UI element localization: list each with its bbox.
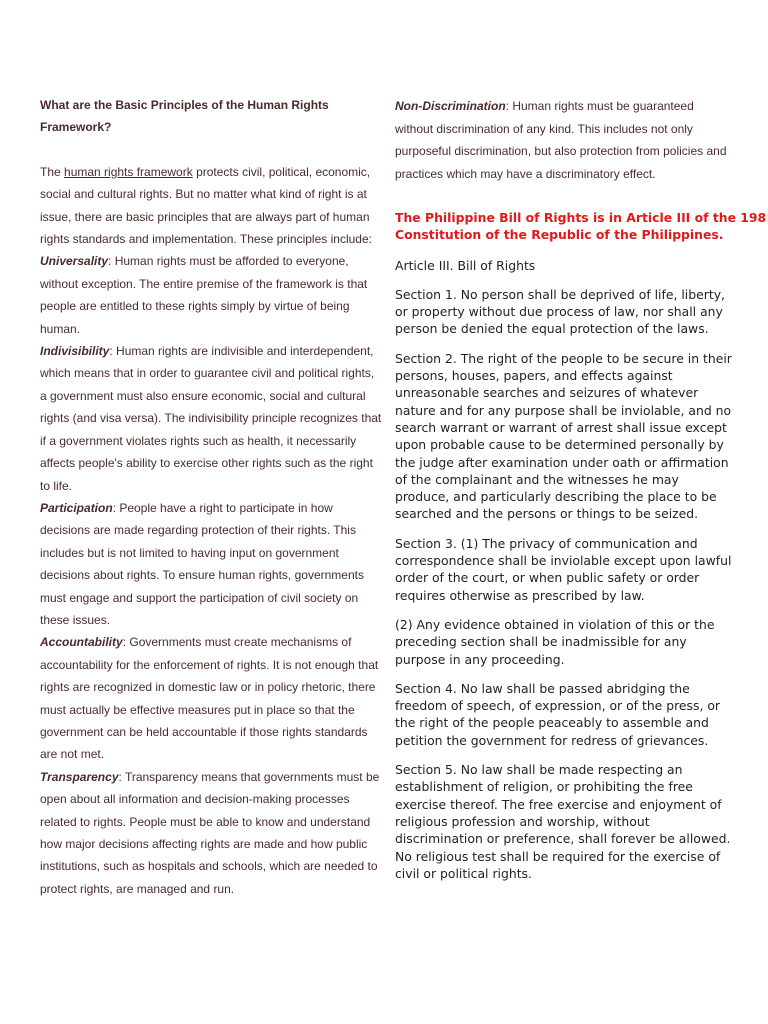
principle-term: Indivisibility	[40, 344, 110, 359]
principle-participation	[40, 497, 382, 631]
heading-line-1: The Philippine Bill of Rights is in Article III of the 198	[395, 210, 767, 225]
principle-text: : Human rights must be guaranteed without discrimination of any kind. This includes not only purposeful discrimination, but also protection from policies and practices which may have a discriminatory effect.	[395, 99, 727, 181]
principle-term: Universality	[40, 254, 109, 269]
left-column	[40, 94, 382, 900]
principle-non-discrimination	[395, 95, 730, 185]
section-3-2: (2) Any evidence obtained in violation of this or the preceding section shall be inadmissible for any purpose in any proceeding.	[395, 616, 715, 667]
section-3-1: Section 3. (1) The privacy of communication and correspondence shall be inviolable except upon lawful order of the court, or when public safety or order requires otherwise as prescribed by law.	[395, 535, 732, 603]
principle-text: : Transparency means that governments must be open about all information and decision-making processes related to rights. People must be able to know and understand how major decisions affecting rights are made and how public institutions, such as hospitals and schools, which are needed to protect rights, are managed and run.	[40, 769, 380, 896]
principle-text: : Governments must create mechanisms of accountability for the enforcement of rights. It is not enough that rights are recognized in domestic law or in policy rhetoric, there must actually be effective measures put in place so that the government can be held accountable if those rights standards are not met.	[40, 635, 379, 762]
page-title: What are the Basic Principles of the Human Rights Framework?	[40, 98, 329, 135]
principle-text: : Human rights are indivisible and interdependent, which means that in order to guarantee civil and political rights, a government must also ensure economic, social and cultural rights (and visa versa). The indivisibility principle recognizes that if a government violates rights such as health, it necessarily affects people's ability to exercise other rights such as the right to life.	[40, 344, 382, 493]
human-rights-framework-link[interactable]: human rights framework	[64, 164, 193, 179]
principle-accountability	[40, 631, 382, 765]
section-4: Section 4. No law shall be passed abridging the freedom of speech, of expression, or of the press, or the right of the people peaceably to assemble and petition the government for redress of grievances.	[395, 680, 721, 748]
principle-term: Non-Discrimination	[395, 99, 506, 113]
principle-term: Accountability	[40, 635, 123, 650]
principle-term: Participation	[40, 500, 113, 515]
intro-text-pre: The	[40, 164, 65, 179]
principle-universality	[40, 250, 382, 340]
bill-of-rights-column	[395, 209, 768, 894]
heading-line-2: Constitution of the Republic of the Philippines.	[395, 227, 724, 243]
principle-text: : People have a right to participate in how decisions are made regarding protection of their rights. This includes but is not limited to having input on government decisions about rights. To ensure human rights, governments must engage and support the participation of civil society on these issues.	[40, 500, 364, 627]
principle-term: Transparency	[40, 769, 119, 784]
article-title: Article III. Bill of Rights	[395, 257, 536, 273]
principle-indivisibility	[40, 340, 382, 497]
principle-text: : Human rights must be afforded to everyone, without exception. The entire premise of the framework is that people are entitled to these rights simply by virtue of being human.	[40, 254, 368, 336]
non-discrimination-block	[395, 95, 730, 185]
section-1: Section 1. No person shall be deprived of life, liberty, or property without due process of law, nor shall any person be denied the equal protection of the laws.	[395, 286, 725, 337]
section-2: Section 2. The right of the people to be secure in their persons, houses, papers, and effects against unreasonable searches and seizures of whatever nature and for any purpose shall be inviolable, and no search warrant or warrant of arrest shall issue except upon probable cause to be determined personally by the judge after examination under oath or affirmation of the complainant and the witnesses he may produce, and particularly describing the place to be searched and the persons or things to be seized.	[395, 350, 732, 522]
section-5: Section 5. No law shall be made respecting an establishment of religion, or prohibiting the free exercise thereof. The free exercise and enjoyment of religious profession and worship, without discrimination or preference, shall forever be allowed. No religious test shall be required for the exercise of civil or political rights.	[395, 762, 731, 881]
bill-of-rights-heading	[395, 209, 768, 244]
intro-text-post: protects civil, political, economic, social and cultural rights. But no matter what kind of right is at issue, there are basic principles that are always part of human rights standards and implementation. These principles include:	[40, 164, 372, 247]
principle-transparency	[40, 766, 382, 900]
intro-paragraph	[40, 161, 382, 251]
